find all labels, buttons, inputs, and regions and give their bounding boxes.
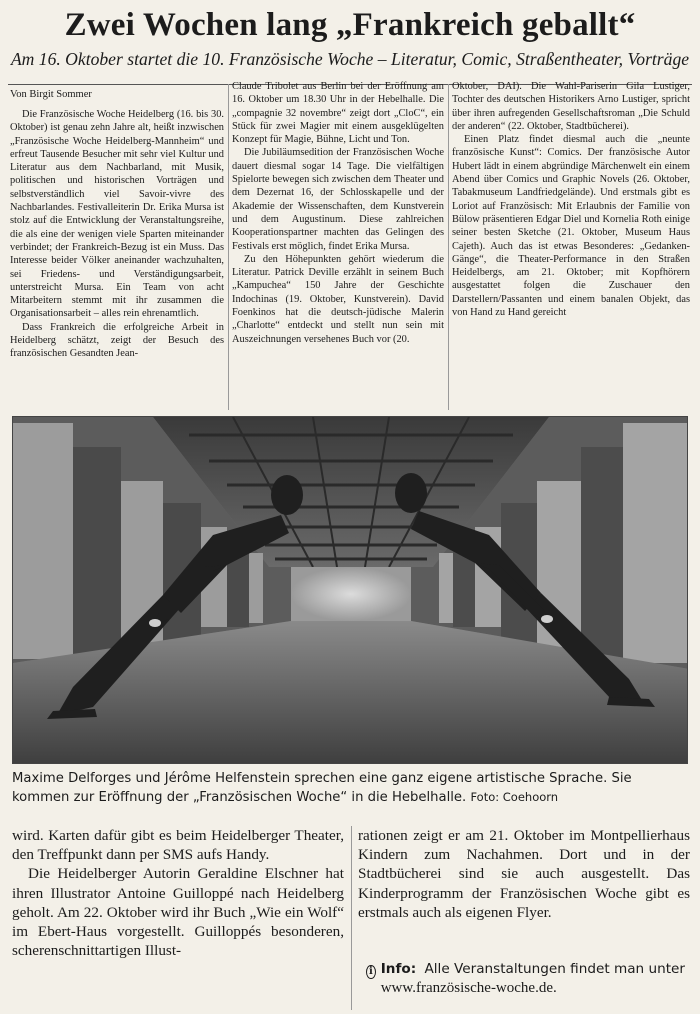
- column-divider: [448, 84, 449, 410]
- paragraph: rationen zeigt er am 21. Oktober im Montpellierhaus Kindern zum Nachahmen. Dort und in der Stadtbücherei sind sie auch ausgestellt. Das Kinderprogramm der Französischen Woche gibt es erstmals auch als eigenen Flyer.: [358, 827, 690, 921]
- article-column-bottom-1: [12, 826, 344, 1010]
- byline: Von Birgit Sommer: [10, 89, 92, 100]
- paragraph: Claude Tribolet aus Berlin bei der Eröffnung am 16. Oktober um 18.30 Uhr in der Hebelhalle. Die „compagnie 32 novembre“ zeigt dort „CloC“, ein Stück für zwei Magier mit einem ausgeklügelten Konzept für Magie, Bühne, Licht und Ton.: [232, 81, 444, 146]
- paragraph: Die Französische Woche Heidelberg (16. bis 30. Oktober) ist genau zehn Jahre alt, heißt inzwischen „Französische Woche Heidelberg-Mannheim“ und erfreut Tausende Besucher mit sehr viel Kultur und Literatur aus dem Nachbarland, mit Musik, politischen und historischen Vorträgen und selbstverständlich viel Savoir-vivre des Nachbarlandes. Festivalleiterin Dr. Erika Mursa ist stolz auf die Entwicklung der Veranstaltungsreihe, die als eine der wenigen viele Sparten miteinander verbindet; der Frankreich-Bezug ist ein Muss. Das Interesse beider Völker aneinander wachzuhalten, sei Friedens- und Verständigungsarbeit, unterstreicht Mursa. Ein Team von acht Mitarbeitern stemmt mit ihr zusammen die Organisationsarbeit – alles rein ehrenamtlich.: [10, 109, 224, 320]
- photo-credit: Foto: Coehoorn: [470, 790, 559, 804]
- info-icon: i: [366, 965, 376, 979]
- article-column-bottom-2: [358, 826, 690, 944]
- paragraph: wird. Karten dafür gibt es beim Heidelberger Theater, den Treffpunkt dann per SMS aufs Handy.: [12, 827, 344, 864]
- paragraph: Zu den Höhepunkten gehört wiederum die Literatur. Patrick Deville erzählt in seinem Buch „Kampuchea“ 150 Jahre der Geschichte Indochinas (19. Oktober, Kunstverein). David Foenkinos hat die deutsch-jüdische Malerin „Charlotte“ entdeckt und stellt nun sein mit Auszeichnungen versehenes Buch vor (20.: [232, 253, 444, 345]
- info-url-link[interactable]: www.französische-woche.de.: [380, 980, 557, 996]
- subheadline: Am 16. Oktober startet die 10. Französische Woche – Literatur, Comic, Straßentheater, Vorträge: [10, 49, 690, 69]
- photo-caption: [12, 769, 692, 807]
- paragraph: Dass Frankreich die erfolgreiche Arbeit in Heidelberg schätzt, zeigt der Besuch des französischen Gesandten Jean-: [10, 321, 224, 360]
- paragraph: Die Jubiläumsedition der Französischen Woche dauert diesmal sogar 14 Tage. Die vielfältigen Spielorte bewegen sich zwischen dem Theater und dem Dezernat 16, der Schlosskapelle und der Akademie der Wissenschaften, dem Kunstverein und dem Augustinum. Diese zahlreichen Kooperationspartner machten das Gelingen des Festivals erst möglich, findet Erika Mursa.: [232, 147, 444, 252]
- paragraph: Die Heidelberger Autorin Geraldine Elschner hat ihren Illustrator Antoine Guilloppé nach Heidelberg geholt. Am 22. Oktober wird ihr Buch „Wie ein Wolf“ im Ebert-Haus vorgestellt. Guilloppés besonderen, scherenschnittartigen Illust-: [12, 865, 344, 960]
- info-label: Info:: [380, 961, 417, 977]
- column-divider: [351, 826, 352, 1010]
- paragraph: Einen Platz findet diesmal auch die „neunte französische Kunst“: Comics. Der französische Autor Hubert lädt in einem abgründige Märchenwelt ein einem Abend über Comics und Graphic Novels (26. Oktober, Tabakmuseum Landfriedgelände). Und erstmals gibt es Loriot auf Französisch: Mit Erlaubnis der Familie von Bülow präsentieren Edgar Diel und Kornelia Roth einige seiner besten Sketche (21. Oktober, Museum Haus Cajeth). Auch das ist etwas Besonderes: „Gedanken-Gänge“, die Theater-Performance in den Straßen Heidelbergs, am 21. Oktober; mit Kopfhörern ausgestattet folgen die Zuschauer den Darstellern/Passanten und einem banalen Objekt, das von Hand zu Hand gereicht: [452, 134, 690, 319]
- paragraph: Oktober, DAI). Die Wahl-Pariserin Gila Lustiger, Tochter des deutschen Historikers Arno Lustiger, spricht über ihren aufregenden Gesellschaftsroman „Die Schuld der anderen“ (22. Oktober, Stadtbücherei).: [452, 81, 690, 132]
- info-text: Alle Veranstaltungen findet man unter: [424, 961, 685, 977]
- article-column-1: [10, 108, 224, 410]
- article-column-3: [452, 80, 690, 410]
- caption-text: Maxime Delforges und Jérôme Helfenstein sprechen eine ganz eigene artistische Sprache. Sie kommen zur Eröffnung der „Französischen Woche“ in die Hebelhalle.: [12, 771, 632, 805]
- article-photo: [12, 416, 688, 764]
- info-box: [366, 960, 692, 998]
- headline: Zwei Wochen lang „Frankreich geballt“: [64, 7, 636, 43]
- article-column-2: [232, 80, 444, 410]
- column-divider: [228, 84, 229, 410]
